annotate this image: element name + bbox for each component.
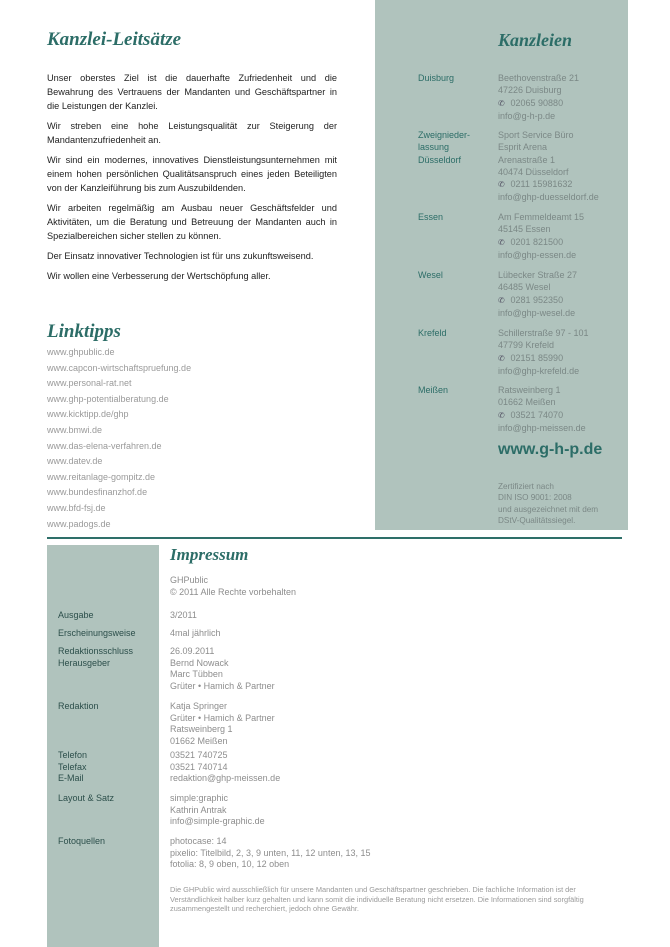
leitsaetze-section (47, 29, 337, 289)
link-item[interactable]: www.ghpublic.de (47, 347, 115, 357)
office-address (498, 72, 628, 122)
impressum-label-background (47, 545, 159, 947)
office-zip: 40474 Düsseldorf (498, 166, 569, 177)
linktipps-list (47, 345, 347, 532)
certification-note (498, 481, 628, 527)
link-item[interactable]: www.kicktipp.de/ghp (47, 409, 129, 420)
office-street: Schillerstraße 97 - 101 (498, 328, 589, 338)
office-city: Meißen (418, 385, 449, 395)
leitsatz-paragraph: Wir wollen eine Verbesserung der Wertschöpfung aller. (47, 271, 271, 281)
impressum-value: Kathrin Antrak (170, 804, 227, 815)
impressum-value: 4mal jährlich (170, 628, 221, 638)
certification-line: DStV-Qualitätssiegel. (498, 516, 576, 526)
office-street: Lübecker Straße 27 (498, 270, 578, 280)
office-zip: 47226 Duisburg (498, 85, 562, 96)
office-phone: ✆ 0281 952350 (498, 294, 628, 307)
office-city: Zweignieder- lassung Düsseldorf (418, 130, 471, 165)
impressum-label: Telefon Telefax E-Mail (58, 750, 88, 784)
certification-line: und ausgezeichnet mit dem (498, 504, 599, 514)
kanzleien-title: Kanzleien (498, 30, 573, 50)
impressum-label: Redaktion (58, 701, 99, 711)
impressum-value: 01662 Meißen (170, 735, 228, 746)
certification-line: Zertifiziert nach (498, 482, 554, 491)
kanzleien-section (375, 0, 628, 530)
office-zip: 47799 Krefeld (498, 340, 555, 351)
office-street: Ratsweinberg 1 (498, 385, 561, 395)
office-phone: ✆ 03521 74070 (498, 409, 628, 422)
leitsatz-paragraph: Wir arbeiten regelmäßig am Ausbau neuer Geschäftsfelder und Aktivitäten, um die Beratung und Betreuung der Mandanten auch in Spezialbereichen sicher stellen zu können. (47, 203, 337, 241)
office-email[interactable]: info@ghp-duesseldorf.de (498, 192, 599, 203)
leitsatz-paragraph: Wir sind ein modernes, innovatives Dienstleistungsunternehmen mit einem hohen persönlichen Qualitätsanspruch eines jeden Beteiligten von der Kanzleiführung bis zum Auszubildenden. (47, 155, 337, 193)
impressum-label: Erscheinungsweise (58, 628, 136, 638)
office-phone: ✆ 02151 85990 (498, 352, 628, 365)
link-item[interactable]: www.bfd-fsj.de (47, 502, 106, 513)
leitsatz-paragraph: Wir streben eine hohe Leistungsqualität zur Steigerung der Mandantenzufriedenheit an. (47, 121, 337, 145)
website-link[interactable]: www.g-h-p.de (498, 441, 603, 458)
office-address (498, 129, 628, 204)
office-email[interactable]: info@ghp-meissen.de (498, 422, 586, 433)
phone-icon: ✆ (498, 98, 505, 108)
office-name: Esprit Arena (498, 142, 548, 153)
office-phone: ✆ 0211 15981632 (498, 178, 628, 191)
impressum-label: Fotoquellen (58, 836, 106, 846)
impressum-value: fotolia: 8, 9 oben, 10, 12 oben (170, 859, 290, 870)
section-divider (47, 537, 622, 539)
office-city: Duisburg (418, 73, 455, 83)
impressum-value: Katja Springer (170, 701, 228, 711)
impressum-value: simple:graphic (170, 793, 229, 803)
phone-icon: ✆ (498, 353, 505, 363)
phone-icon: ✆ (498, 410, 505, 420)
office-email[interactable]: info@g-h-p.de (498, 110, 556, 121)
link-item[interactable]: www.datev.de (47, 456, 103, 467)
linktipps-title: Linktipps (47, 321, 121, 342)
link-item[interactable]: www.bundesfinanzhof.de (47, 487, 148, 498)
office-city: Krefeld (418, 328, 447, 338)
publisher-line: © 2011 Alle Rechte vorbehalten (170, 586, 297, 597)
office-address (498, 211, 628, 261)
office-address (498, 327, 628, 377)
office-address (498, 384, 628, 434)
office-email[interactable]: info@ghp-krefeld.de (498, 365, 580, 376)
publisher-line: GHPublic (170, 575, 209, 585)
office-email[interactable]: info@ghp-essen.de (498, 249, 577, 260)
impressum-value: photocase: 14 (170, 836, 227, 846)
impressum-value: Grüter • Hamich & Partner (170, 680, 275, 691)
office-city: Essen (418, 212, 444, 222)
office-street: Arenastraße 1 (498, 154, 556, 165)
impressum-value[interactable]: info@simple-graphic.de (170, 816, 265, 827)
leitsatz-paragraph: Unser oberstes Ziel ist die dauerhafte Zufriedenheit und die Bewahrung des Vertrauens der Mandanten und Geschäftspartner in die Leistungen der Kanzlei. (47, 73, 337, 111)
office-phone: ✆ 0201 821500 (498, 236, 628, 249)
link-item[interactable]: www.bmwi.de (47, 424, 103, 435)
link-item[interactable]: www.reitanlage-gompitz.de (47, 471, 156, 482)
office-zip: 01662 Meißen (498, 397, 556, 408)
certification-line: DIN ISO 9001: 2008 (498, 493, 572, 503)
impressum-value: 3/2011 (170, 610, 197, 620)
impressum-disclaimer: Die GHPublic wird ausschließlich für unsere Mandanten und Geschäftspartner geschrieben. Die fachliche Information ist der Verständlichkeit halber kurz gehalten und kann somit die individuelle Beratung nicht ersetzen. Die Informationen sind sorgfältig zusammengestellt und recherchiert, jedoch ohne Gewähr. (170, 885, 584, 914)
office-street: Beethovenstraße 21 (498, 73, 580, 83)
impressum-value: 26.09.2011 (170, 646, 215, 656)
office-zip: 45145 Essen (498, 224, 551, 235)
office-name: Sport Service Büro (498, 130, 574, 140)
link-item[interactable]: www.das-elena-verfahren.de (47, 440, 162, 451)
impressum-value[interactable]: redaktion@ghp-meissen.de (170, 773, 281, 784)
leitsaetze-title: Kanzlei-Leitsätze (47, 29, 182, 50)
phone-icon: ✆ (498, 180, 505, 190)
link-item[interactable]: www.personal-rat.net (47, 378, 132, 389)
office-phone: ✆ 02065 90880 (498, 97, 628, 110)
impressum-label: Layout & Satz (58, 793, 115, 803)
link-item[interactable]: www.padogs.de (47, 518, 111, 529)
link-item[interactable]: www.ghp-potentialberatung.de (47, 393, 169, 404)
leitsatz-paragraph: Der Einsatz innovativer Technologien ist für uns zukunftsweisend. (47, 251, 314, 261)
impressum-label: Ausgabe (58, 610, 94, 620)
linktipps-section (47, 321, 347, 532)
office-address (498, 269, 628, 319)
impressum-value: Grüter • Hamich & Partner (170, 712, 275, 723)
impressum-value: 03521 740725 (170, 750, 228, 760)
impressum-value: 03521 740714 (170, 761, 228, 772)
impressum-label: Redaktionsschluss Herausgeber (58, 646, 134, 668)
phone-icon: ✆ (498, 295, 505, 305)
impressum-title: Impressum (170, 545, 249, 564)
impressum-value: pixelio: Titelbild, 2, 3, 9 unten, 11, 12 unten, 13, 15 (170, 847, 371, 858)
impressum-value: Ratsweinberg 1 (170, 724, 233, 735)
office-city: Wesel (418, 270, 443, 280)
office-zip: 46485 Wesel (498, 282, 551, 293)
office-email[interactable]: info@ghp-wesel.de (498, 307, 576, 318)
phone-icon: ✆ (498, 237, 505, 247)
office-street: Am Femmeldeamt 15 (498, 212, 585, 222)
impressum-value: Marc Tübben (170, 669, 223, 680)
impressum-value: Bernd Nowack (170, 657, 229, 668)
link-item[interactable]: www.capcon-wirtschaftspruefung.de (47, 362, 192, 373)
